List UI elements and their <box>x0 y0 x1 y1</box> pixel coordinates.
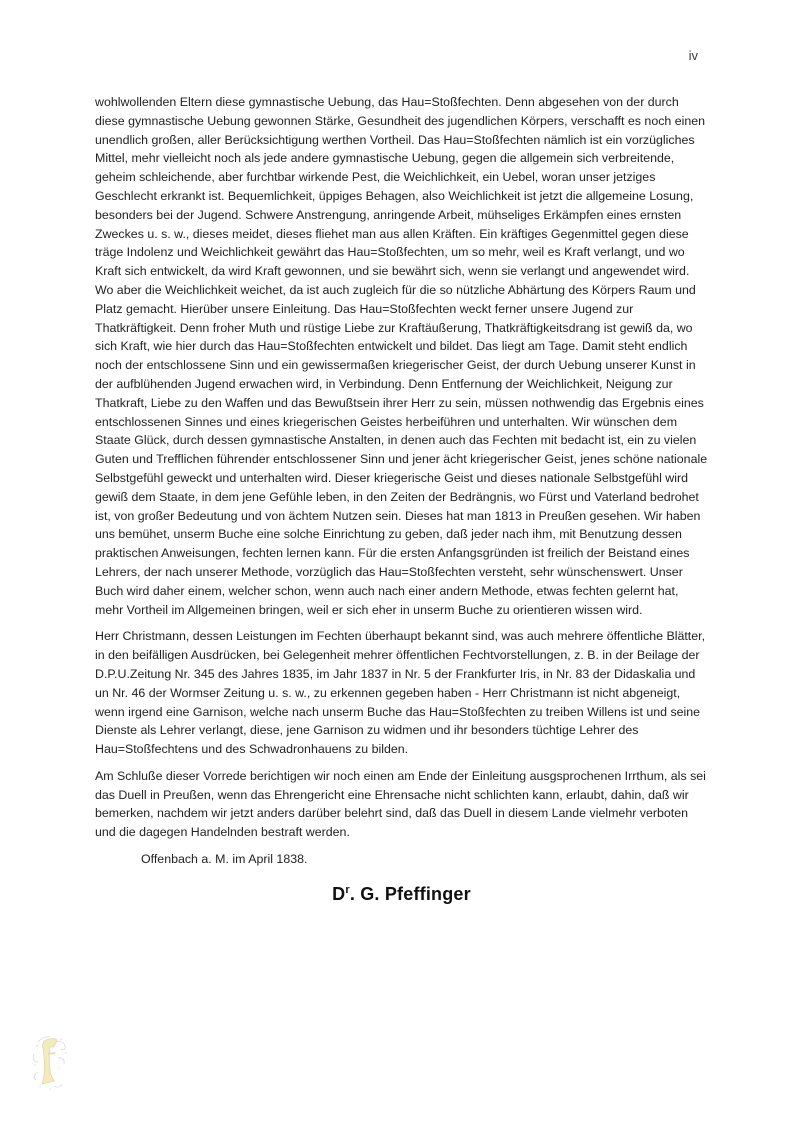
signature <box>95 885 708 904</box>
ornamental-initial-watermark-icon <box>28 1034 70 1092</box>
paragraph-2: Herr Christmann, dessen Leistungen im Fechten überhaupt bekannt sind, was auch mehrere öffentliche Blätter, in den beifälligen Ausdrücken, bei Gelegenheit mehrer öffentlichen Fechtvorstellungen, z. B. in der Beilage der D.P.U.Zeitung Nr. 345 des Jahres 1835, im Jahr 1837 in Nr. 5 der Frankfurter Iris, in Nr. 83 der Didaskalia und un Nr. 46 der Wormser Zeitung u. s. w., zu erkennen gegeben haben - Herr Christmann ist nicht abgeneigt, wenn irgend eine Garnison, welche nach unserm Buche das Hau=Stoßfechten zu treiben Willens ist und seine Dienste als Lehrer verlangt, diese, jene Garnison zu widmen und ihr besonders tüchtige Lehrer des Hau=Stoßfechtens und des Schwadronhauens zu bilden. <box>95 629 706 757</box>
preface-text-block <box>95 93 708 904</box>
signature-initial: D <box>332 883 346 904</box>
signature-rest: . G. Pfeffinger <box>349 883 471 904</box>
signature-superscript: r <box>345 883 350 896</box>
paragraph-3: Am Schluße dieser Vorrede berichtigen wir noch einen am Ende der Einleitung ausgsprochenen Irrthum, als sei das Duell in Preußen, wenn das Ehrengericht eine Ehrensache nicht schlichten kann, erlaubt, dahin, daß wir bemerken, nachdem wir jetzt anders darüber belehrt sind, daß das Duell in diesem Lande vielmehr verboten und die dagegen Handelnden bestraft werden. <box>95 768 706 840</box>
dateline: Offenbach a. M. im April 1838. <box>141 852 308 867</box>
page-number: iv <box>688 48 698 63</box>
paragraph-1: wohlwollenden Eltern diese gymnastische Uebung, das Hau=Stoßfechten. Denn abgesehen von der durch diese gymnastische Uebung gewonnen Stärke, Gesundheit des jugendlichen Körpers, verschafft es noch einen unendlich großen, aller Berücksichtigung werthen Vortheil. Das Hau=Stoßfechten nämlich ist ein vorzügliches Mittel, mehr vielleicht noch als jede andere gymnastische Uebung, gegen die allgemein sich verbreitende, geheim schleichende, aber furchtbar wirkende Pest, die Weichlichkeit, ein Uebel, woran unser jetziges Geschlecht erkrankt ist. Bequemlichkeit, üppiges Behagen, also Weichlichkeit ist jetzt die allgemeine Losung, besonders bei der Jugend. Schwere Anstrengung, anringende Arbeit, mühseliges Erkämpfen eines ernsten Zweckes u. s. w., dieses meidet, dieses fliehet man aus allen Kräften. Ein kräftiges Gegenmittel gegen diese träge Indolenz und Weichlichkeit gewährt das Hau=Stoßfechten, um so mehr, weil es Kraft verlangt, und wo Kraft sich entwickelt, da wird Kraft gewonnen, und sie bewährt sich, wenn sie verlangt und angewendet wird. Wo aber die Weichlichkeit weichet, da ist auch zugleich für die so nützliche Abhärtung des Körpers Raum und Platz gemacht. Hierüber unsere Einleitung. Das Hau=Stoßfechten weckt ferner unsere Jugend zur Thatkräftigkeit. Denn froher Muth und rüstige Liebe zur Kraftäußerung, Thatkräftigkeitsdrang ist gewiß da, wo sich Kraft, wie hier durch das Hau=Stoßfechten entwickelt und bildet. Das liegt am Tage. Damit steht endlich noch der entschlossene Sinn und ein gewissermaßen kriegerischer Geist, der durch Uebung unserer Kunst in der aufblühenden Jugend erwachen wird, in Verbindung. Denn Entfernung der Weichlichkeit, Neigung zur Thatkraft, Liebe zu den Waffen und das Bewußtsein ihrer Herr zu sein, müssen nothwendig das Ergebnis eines entschlossenen Sinnes und eines kriegerischen Geistes herbeiführen und unterhalten. Wir wünschen dem Staate Glück, durch dessen gymnastische Anstalten, in denen auch das Fechten mit bedacht ist, ein zu vielen Guten und Trefflichen führender entschlossener Sinn und jener ächt kriegerischer Geist, jenes schöne nationale Selbstgefühl geweckt und unterhalten wird. Dieser kriegerische Geist und dieses nationale Selbstgefühl wird gewiß dem Staate, in dem jene Gefühle leben, in den Zeiten der Bedrängnis, wo Fürst und Vaterland bedrohet ist, von großer Bedeutung und von ächtem Nutzen sein. Dieses hat man 1813 in Preußen gesehen. Wir haben uns bemühet, unserm Buche eine solche Einrichtung zu geben, daß jeder nach ihm, mit Benutzung dessen praktischen Anweisungen, fechten lernen kann. Für die ersten Anfangsgründen ist freilich der Beistand eines Lehrers, der nach unserer Methode, vorzüglich das Hau=Stoßfechten versteht, sehr wünschenswert. Unser Buch wird daher einem, welcher schon, wenn auch nach einer andern Methode, etwas fechten gelernt hat, mehr Vortheil im Allgemeinen bringen, weil er sich eher in unserm Buche zu orientieren wissen wird. <box>95 95 708 617</box>
